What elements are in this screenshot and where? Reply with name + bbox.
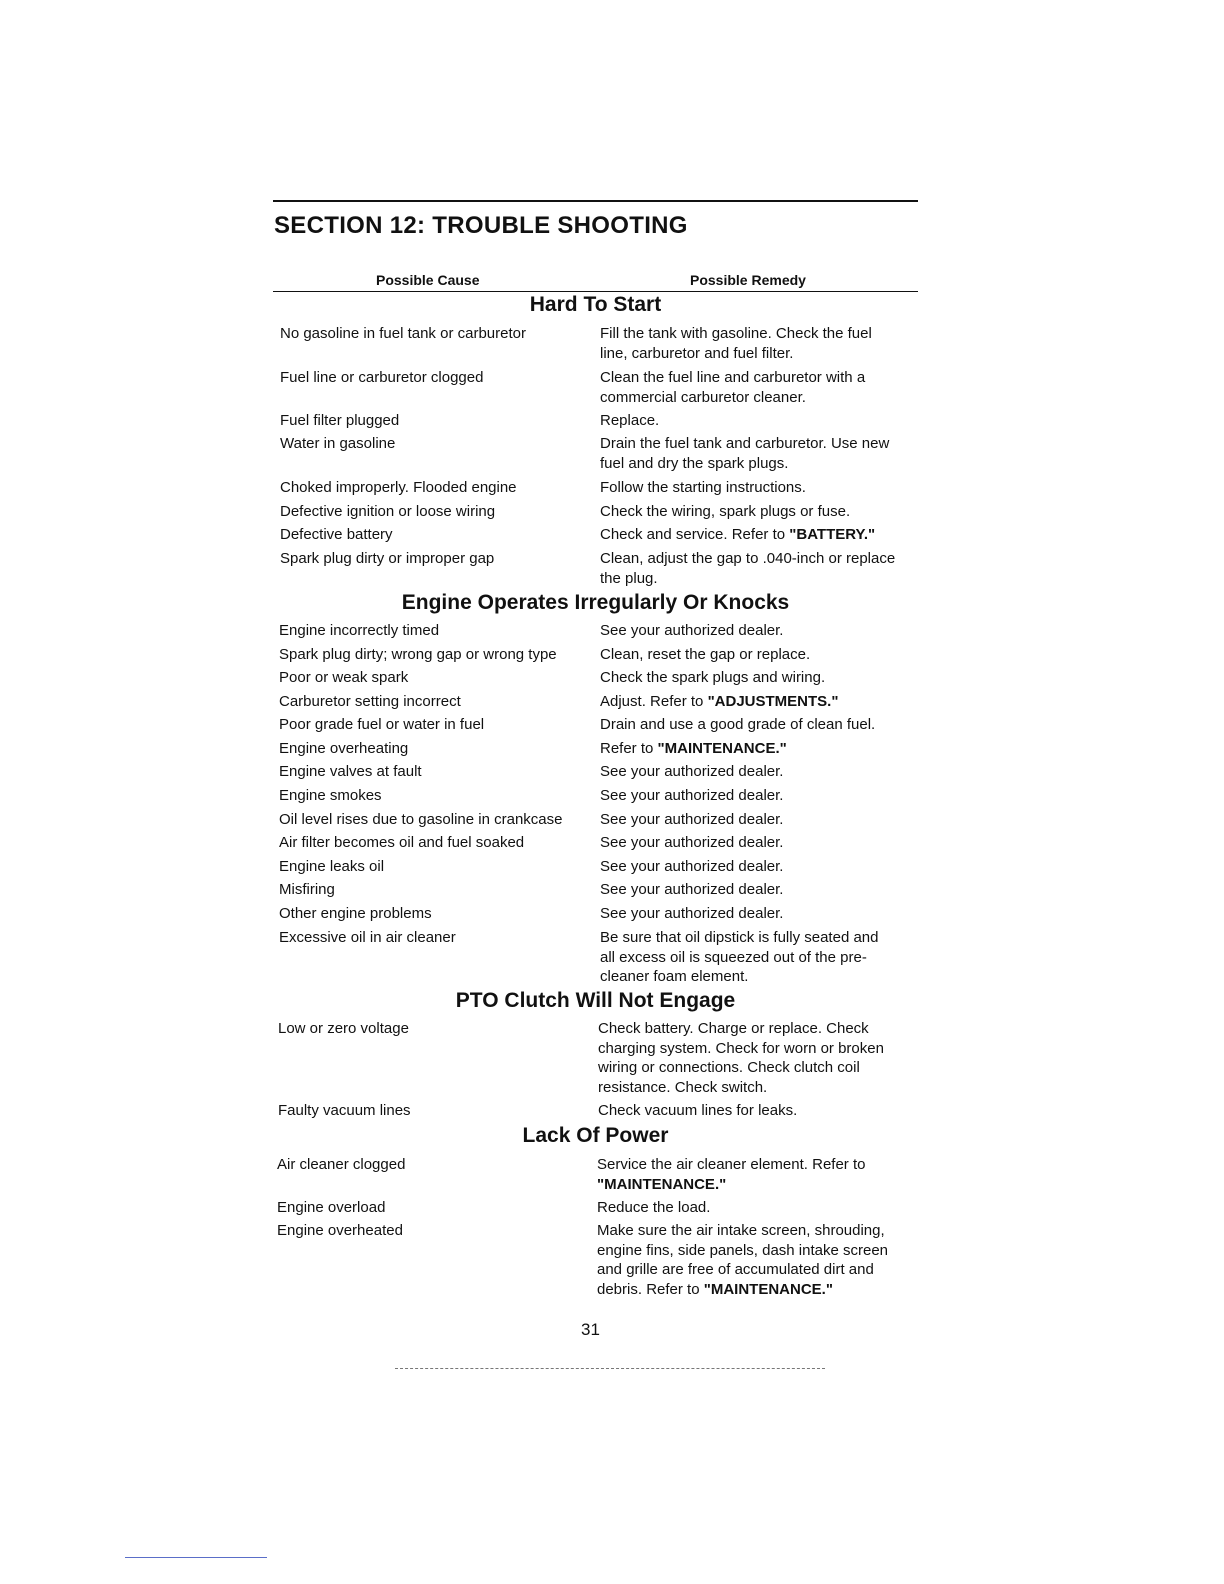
remedy-text: Check the wiring, spark plugs or fuse. [600,503,851,520]
cause-text: Fuel line or carburetor clogged [280,369,484,386]
cause-text: Misfiring [279,881,335,898]
group-title-pto-clutch: PTO Clutch Will Not Engage [455,989,736,1012]
cause-text: Fuel filter plugged [280,412,400,429]
remedy-text: Check and service. Refer to "BATTERY." [600,526,876,543]
remedy-text: Follow the starting instructions. [600,479,806,496]
cause-text: Engine overheated [277,1222,403,1239]
remedy-text: See your authorized dealer. [600,881,784,898]
footer-dashed-rule [395,1368,825,1369]
corner-rule [125,1557,267,1558]
remedy-text: Drain the fuel tank and carburetor. Use new fuel and dry the spark plugs. [600,435,890,472]
cause-text: Faulty vacuum lines [278,1102,411,1119]
remedy-text: Make sure the air intake screen, shrouding, engine fins, side panels, dash intake screen and grille are free of accumulated dirt and debris. Refer to "MAINTENANCE." [597,1222,889,1298]
remedy-text: Clean the fuel line and carburetor with a commercial carburetor cleaner. [600,369,866,406]
cause-text: Engine overheating [279,740,409,757]
cause-text: Defective ignition or loose wiring [280,503,496,520]
column-header-cause: Possible Cause [376,272,480,288]
cause-text: Water in gasoline [280,435,396,452]
remedy-text: Clean, adjust the gap to .040-inch or replace the plug. [600,550,896,587]
section-title: SECTION 12: TROUBLE SHOOTING [274,212,688,239]
cause-text: Poor or weak spark [279,669,409,686]
remedy-text: Check battery. Charge or replace. Check charging system. Check for worn or broken wiring or connections. Check clutch coil resistance. Check switch. [598,1020,884,1096]
page-number: 31 [581,1320,600,1339]
cause-text: Engine overload [277,1199,386,1216]
cause-text: Air filter becomes oil and fuel soaked [279,834,525,851]
remedy-text: Be sure that oil dipstick is fully seated and all excess oil is squeezed out of the pre- cleaner foam element. [600,929,879,985]
remedy-text: See your authorized dealer. [600,763,784,780]
remedy-text: See your authorized dealer. [600,787,784,804]
cause-text: Engine valves at fault [279,763,422,780]
column-header-remedy: Possible Remedy [690,272,806,288]
cause-text: Low or zero voltage [278,1020,409,1037]
cause-text: Engine incorrectly timed [279,622,440,639]
remedy-text: Replace. [600,412,660,429]
cause-text: Carburetor setting incorrect [279,693,461,710]
top-rule [273,200,918,202]
remedy-text: Check vacuum lines for leaks. [598,1102,798,1119]
cause-text: Engine smokes [279,787,382,804]
cause-text: No gasoline in fuel tank or carburetor [280,325,526,342]
remedy-text: Adjust. Refer to "ADJUSTMENTS." [600,693,839,710]
group-title-hard-to-start: Hard To Start [529,293,662,316]
cause-text: Other engine problems [279,905,432,922]
cause-text: Oil level rises due to gasoline in crankcase [279,811,563,828]
cause-text: Choked improperly. Flooded engine [280,479,517,496]
remedy-text: Service the air cleaner element. Refer to "MAINTENANCE." [597,1156,866,1193]
remedy-text: Drain and use a good grade of clean fuel. [600,716,876,733]
header-rule [273,291,918,292]
cause-text: Air cleaner clogged [277,1156,406,1173]
cause-text: Poor grade fuel or water in fuel [279,716,485,733]
cause-text: Excessive oil in air cleaner [279,929,456,946]
remedy-text: Refer to "MAINTENANCE." [600,740,787,757]
remedy-text: Check the spark plugs and wiring. [600,669,826,686]
remedy-text: See your authorized dealer. [600,834,784,851]
cause-text: Spark plug dirty; wrong gap or wrong type [279,646,557,663]
group-title-lack-of-power: Lack Of Power [522,1124,669,1147]
cause-text: Defective battery [280,526,393,543]
group-title-engine-operates-irregularly: Engine Operates Irregularly Or Knocks [401,591,790,614]
remedy-text: See your authorized dealer. [600,811,784,828]
remedy-text: See your authorized dealer. [600,905,784,922]
remedy-text: See your authorized dealer. [600,858,784,875]
remedy-text: Fill the tank with gasoline. Check the fuel line, carburetor and fuel filter. [600,325,872,362]
remedy-text: Reduce the load. [597,1199,711,1216]
remedy-text: See your authorized dealer. [600,622,784,639]
remedy-text: Clean, reset the gap or replace. [600,646,811,663]
cause-text: Spark plug dirty or improper gap [280,550,495,567]
cause-text: Engine leaks oil [279,858,385,875]
